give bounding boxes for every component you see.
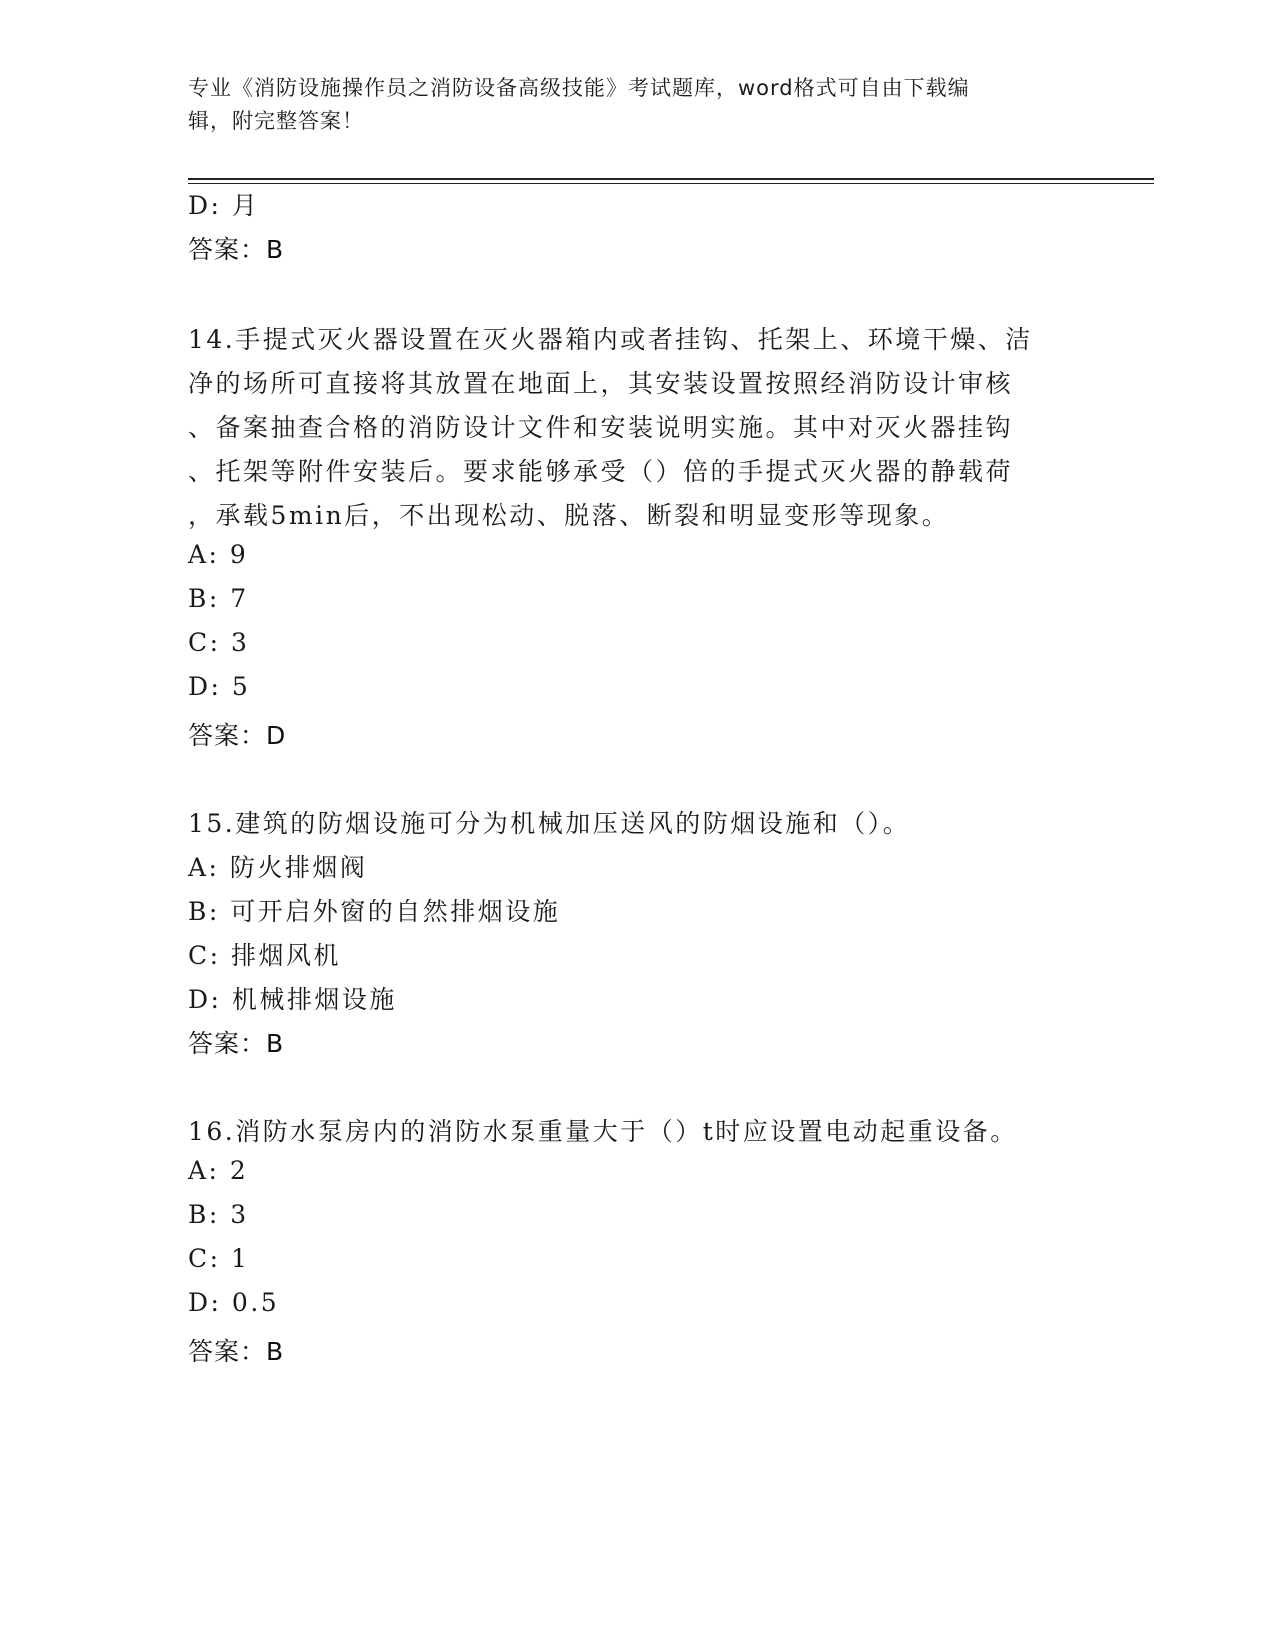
q13-answer: 答案：B <box>188 235 285 264</box>
q14-option-c: C: 3 <box>188 628 250 657</box>
q15-option-b: B: 可开启外窗的自然排烟设施 <box>188 897 561 926</box>
header-line-1: 专业《消防设施操作员之消防设备高级技能》考试题库，word格式可自由下载编 <box>188 76 970 100</box>
q14-option-d: D: 5 <box>188 672 251 701</box>
q16-option-c: C: 1 <box>188 1244 250 1273</box>
q16-stem: 16.消防水泵房内的消防水泵重量大于（）t时应设置电动起重设备。 <box>188 1117 1018 1146</box>
header-rule-thick <box>188 178 1154 180</box>
document-header <box>188 72 1068 138</box>
q14-stem-line-2: 净的场所可直接将其放置在地面上，其安装设置按照经消防设计审核 <box>188 369 1014 398</box>
q14-stem-line-3: 、备案抽查合格的消防设计文件和安装说明实施。其中对灭火器挂钩 <box>188 413 1014 442</box>
q13-option-d: D: 月 <box>188 191 260 220</box>
q14-option-a: A: 9 <box>188 540 249 569</box>
q15-option-c: C: 排烟风机 <box>188 941 341 970</box>
q14-stem-line-4: 、托架等附件安装后。要求能够承受（）倍的手提式灭火器的静载荷 <box>188 457 1014 486</box>
q14-option-b: B: 7 <box>188 584 249 613</box>
q16-option-b: B: 3 <box>188 1200 249 1229</box>
header-rule-thin <box>188 183 1154 184</box>
q14-answer: 答案：D <box>188 721 287 750</box>
q15-answer: 答案：B <box>188 1029 285 1058</box>
q15-stem: 15.建筑的防烟设施可分为机械加压送风的防烟设施和（）。 <box>188 809 911 838</box>
q14-stem-line-5: ，承载5min后，不出现松动、脱落、断裂和明显变形等现象。 <box>188 501 950 530</box>
q14-stem-line-1: 14.手提式灭火器设置在灭火器箱内或者挂钩、托架上、环境干燥、洁 <box>188 325 1033 354</box>
q16-option-a: A: 2 <box>188 1156 249 1185</box>
header-line-2: 辑，附完整答案！ <box>188 109 364 133</box>
q15-option-a: A: 防火排烟阀 <box>188 853 368 882</box>
q16-answer: 答案：B <box>188 1337 285 1366</box>
q16-option-d: D: 0.5 <box>188 1288 280 1317</box>
q15-option-d: D: 机械排烟设施 <box>188 985 397 1014</box>
